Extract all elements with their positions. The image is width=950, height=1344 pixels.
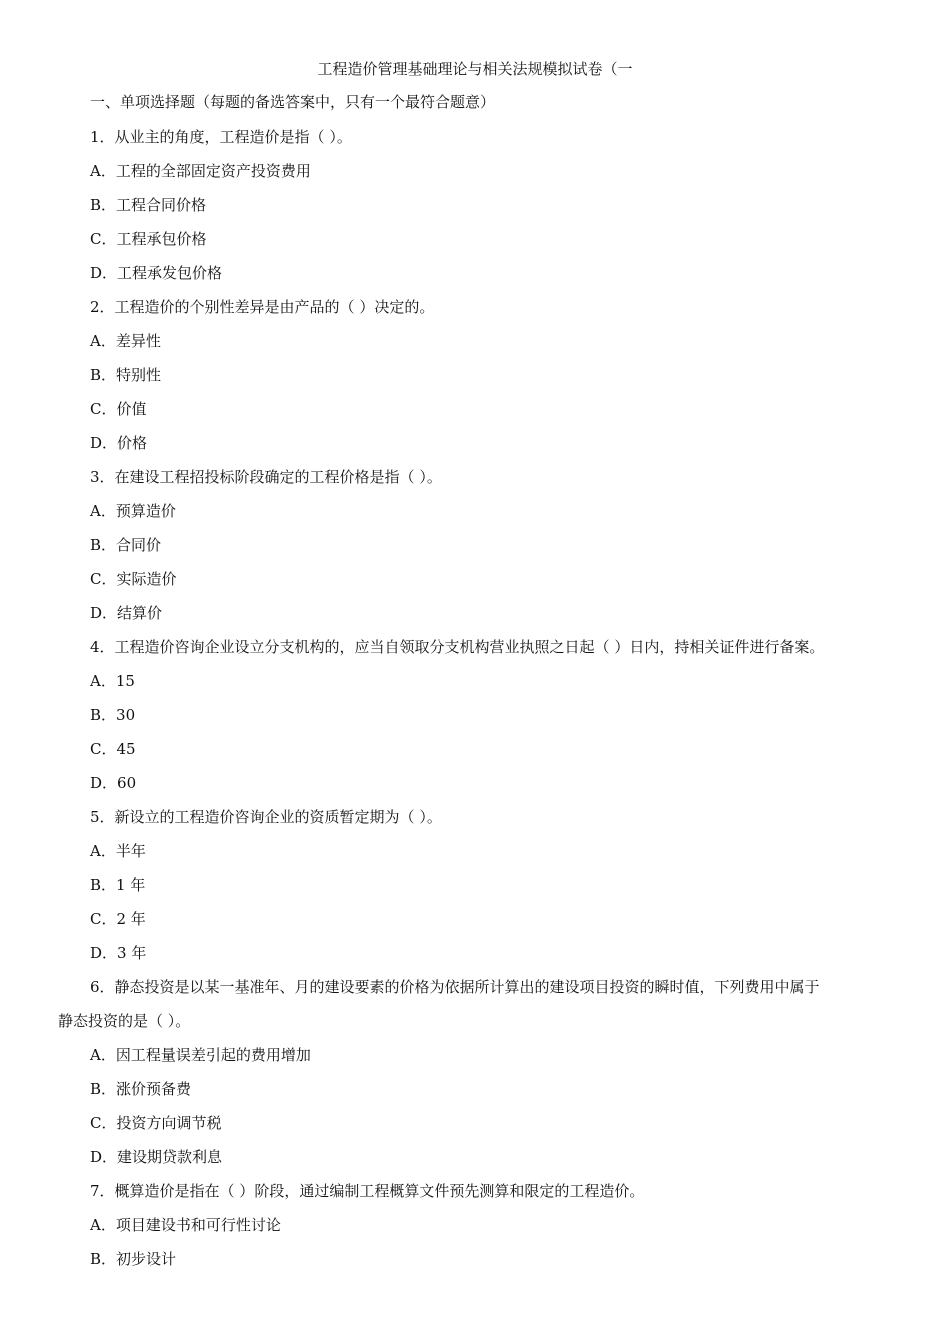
question-stem-continued: 静态投资的是（ ）。	[58, 1012, 191, 1030]
question-3	[0, 460, 950, 630]
option-c: C．工程承包价格	[90, 230, 207, 248]
question-stem: 2．工程造价的个别性差异是由产品的（ ）决定的。	[90, 298, 435, 316]
question-stem: 6．静态投资是以某一基准年、月的建设要素的价格为依据所计算出的建设项目投资的瞬时值，下列费用中属于	[90, 978, 820, 996]
option-d: D．结算价	[90, 604, 163, 622]
question-stem: 3．在建设工程招投标阶段确定的工程价格是指（ ）。	[90, 468, 442, 486]
option-b: B．30	[90, 706, 136, 724]
option-a: A．因工程量误差引起的费用增加	[90, 1046, 311, 1064]
question-2	[0, 290, 950, 460]
document-body	[0, 90, 950, 1276]
option-a: A．项目建设书和可行性讨论	[90, 1216, 281, 1234]
option-d: D．建设期贷款利息	[90, 1148, 223, 1166]
option-d: D．60	[90, 774, 137, 792]
question-7	[0, 1174, 950, 1276]
question-6	[0, 970, 950, 1174]
option-b: B．1 年	[90, 876, 146, 894]
option-b: B．涨价预备费	[90, 1080, 192, 1098]
section-heading: 一、单项选择题（每题的备选答案中，只有一个最符合题意）	[90, 93, 496, 111]
option-b: B．工程合同价格	[90, 196, 207, 214]
option-c: C．实际造价	[90, 570, 177, 588]
option-b: B．合同价	[90, 536, 162, 554]
question-4	[0, 630, 950, 800]
option-a: A．差异性	[90, 332, 161, 350]
option-a: A．15	[90, 672, 135, 690]
question-stem: 4．工程造价咨询企业设立分支机构的，应当自领取分支机构营业执照之日起（ ）日内，持相关证件进行备案。	[90, 638, 825, 656]
option-c: C．价值	[90, 400, 147, 418]
option-c: C．2 年	[90, 910, 146, 928]
option-a: A．工程的全部固定资产投资费用	[90, 162, 311, 180]
question-1	[0, 120, 950, 290]
option-b: B．特别性	[90, 366, 162, 384]
document-title: 工程造价管理基础理论与相关法规模拟试卷（一	[317, 60, 633, 78]
option-b: B．初步设计	[90, 1250, 177, 1268]
option-d: D．价格	[90, 434, 148, 452]
option-c: C．投资方向调节税	[90, 1114, 222, 1132]
option-a: A．半年	[90, 842, 146, 860]
question-stem: 5．新设立的工程造价咨询企业的资质暂定期为（ ）。	[90, 808, 442, 826]
option-d: D．工程承发包价格	[90, 264, 223, 282]
option-c: C．45	[90, 740, 136, 758]
option-a: A．预算造价	[90, 502, 176, 520]
question-stem: 1．从业主的角度，工程造价是指（ ）。	[90, 128, 352, 146]
question-5	[0, 800, 950, 970]
option-d: D．3 年	[90, 944, 147, 962]
question-stem: 7．概算造价是指在（ ）阶段，通过编制工程概算文件预先测算和限定的工程造价。	[90, 1182, 645, 1200]
